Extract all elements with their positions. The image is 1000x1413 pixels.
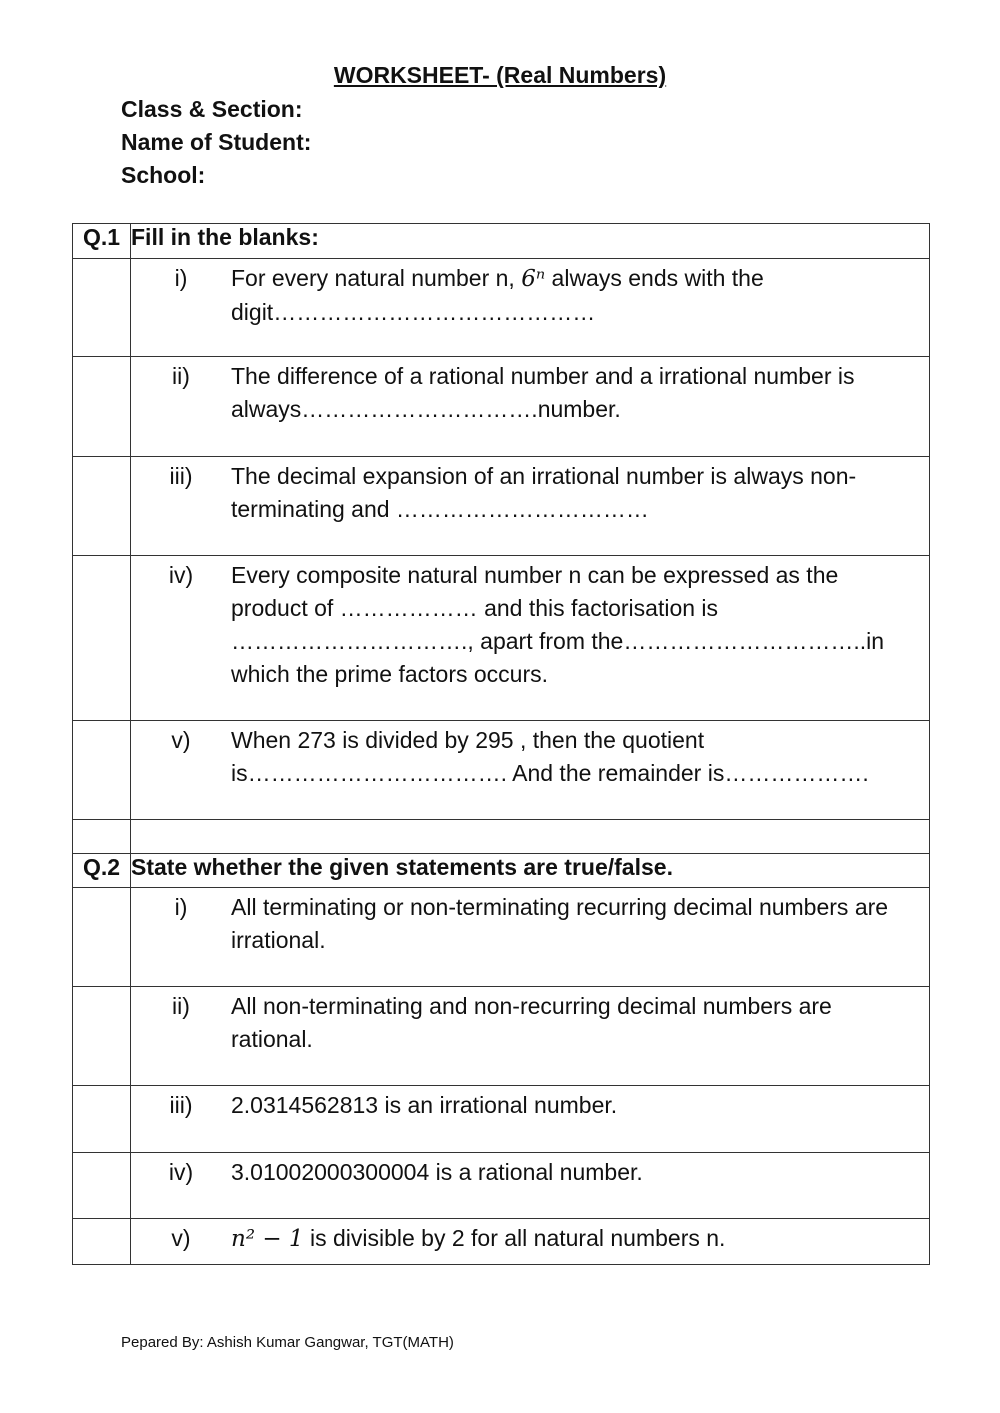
item-number: iii) bbox=[169, 463, 193, 489]
q2-item-row bbox=[73, 987, 930, 1086]
q1-item-row bbox=[73, 721, 930, 820]
question-text: The decimal expansion of an irrational number is always non-terminating and …………………………… bbox=[231, 463, 857, 522]
student-name-label: Name of Student: bbox=[121, 129, 312, 155]
school-label: School: bbox=[121, 162, 206, 188]
item-number: v) bbox=[171, 727, 191, 753]
item-number: v) bbox=[171, 1225, 191, 1251]
worksheet-title: WORKSHEET- (Real Numbers) bbox=[333, 62, 667, 88]
question-text: When 273 is divided by 295 , then the quotient is……………………………. And the remainder is………………. bbox=[231, 727, 869, 786]
statement-text: n² − 1 is divisible by 2 for all natural numbers n. bbox=[231, 1225, 726, 1252]
question-text: For every natural number n, 6ⁿ always ends with the digit…………………………………… bbox=[231, 265, 764, 325]
q1-item-row bbox=[73, 357, 930, 457]
item-number: ii) bbox=[172, 363, 190, 389]
q2-item-row bbox=[73, 1086, 930, 1153]
class-section-label: Class & Section: bbox=[121, 96, 303, 122]
item-number: iv) bbox=[168, 562, 194, 588]
q2-header-row bbox=[73, 854, 930, 888]
q1-item-row bbox=[73, 259, 930, 357]
question-text: Every composite natural number n can be expressed as the product of ……………… and this factorisation is …………………………., apart from the…………………………..in which the prime factors occurs. bbox=[231, 562, 885, 687]
item-number: iv) bbox=[168, 1159, 194, 1185]
statement-text: All terminating or non-terminating recurring decimal numbers are irrational. bbox=[231, 894, 889, 953]
q2-item-row bbox=[73, 888, 930, 987]
q2-item-row bbox=[73, 1219, 930, 1265]
math-expression: n² − 1 bbox=[231, 1226, 304, 1252]
statement-text: 3.01002000300004 is a rational number. bbox=[231, 1159, 643, 1185]
q1-header-row bbox=[73, 224, 930, 259]
math-expression: 6ⁿ bbox=[521, 266, 546, 292]
item-number: i) bbox=[174, 265, 188, 291]
q1-item-row bbox=[73, 556, 930, 721]
statement-text: 2.0314562813 is an irrational number. bbox=[231, 1092, 618, 1118]
q2-heading: State whether the given statements are true/false. bbox=[131, 854, 930, 888]
item-number: iii) bbox=[169, 1092, 193, 1118]
worksheet-table bbox=[72, 223, 930, 1265]
q2-number: Q.2 bbox=[73, 854, 131, 888]
q1-number: Q.1 bbox=[73, 224, 131, 259]
spacer-row bbox=[73, 820, 930, 854]
q1-heading: Fill in the blanks: bbox=[131, 224, 930, 259]
statement-text: All non-terminating and non-recurring decimal numbers are rational. bbox=[231, 993, 832, 1052]
q1-item-row bbox=[73, 457, 930, 556]
item-number: ii) bbox=[172, 993, 190, 1019]
q2-item-row bbox=[73, 1153, 930, 1219]
item-number: i) bbox=[174, 894, 188, 920]
footer-credit: Pepared By: Ashish Kumar Gangwar, TGT(MATH) bbox=[121, 1334, 454, 1351]
question-text: The difference of a rational number and a irrational number is always………………………….number. bbox=[231, 363, 855, 422]
